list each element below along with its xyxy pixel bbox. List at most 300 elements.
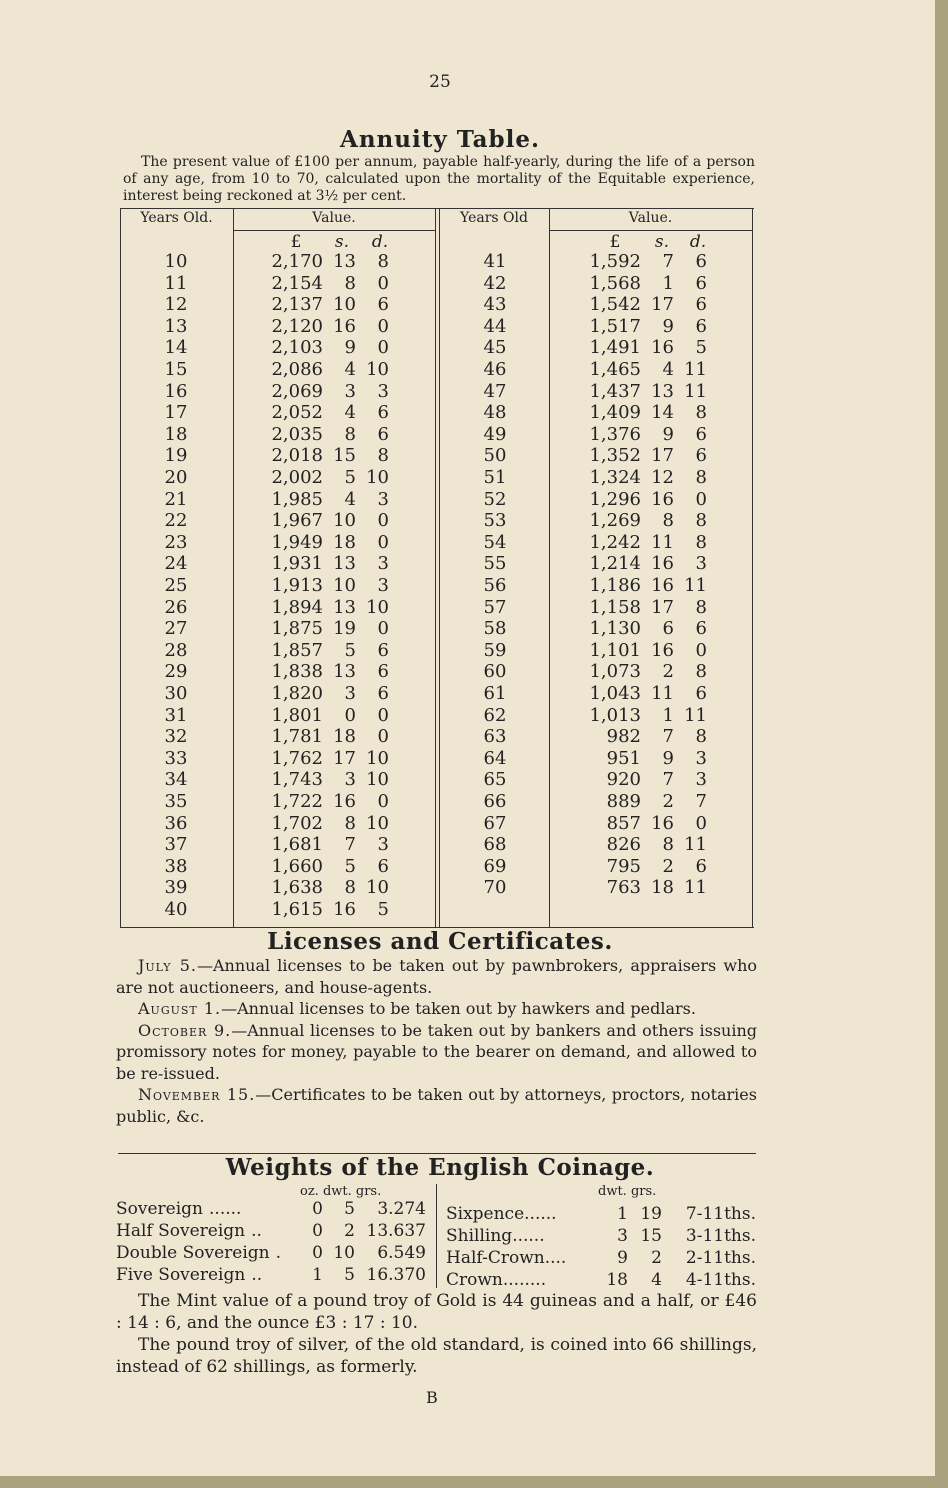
cell-pence: 3 [695, 747, 707, 769]
header-value-1: Value. [312, 210, 356, 226]
cell-pounds: 1,376 [589, 423, 641, 445]
gold-coin-row [116, 1221, 262, 1241]
coin-dwt: 2 [344, 1221, 355, 1241]
annuity-intro-text: The present value of £100 per annum, payable half-yearly, during the life of a person of any age, from 10 to 70, calculated upon the mortality of the Equitable experience, interest being reckoned at 3½ per cent. [123, 154, 755, 204]
cell-pounds: 1,296 [589, 488, 641, 510]
cell-pounds: 1,101 [589, 639, 641, 661]
cell-age: 18 [164, 423, 188, 445]
cell-pence: 8 [377, 251, 389, 272]
coin-name: Sixpence [446, 1204, 525, 1224]
table-row [0, 251, 935, 273]
cell-shillings: 3 [344, 769, 356, 791]
table-row [0, 683, 935, 705]
table-row [0, 661, 935, 683]
cell-pounds: 2,103 [271, 337, 323, 359]
header-years-old-1: Years Old. [140, 210, 213, 226]
coin-oz: 0 [312, 1221, 323, 1241]
cell-shillings: 16 [333, 791, 356, 812]
cell-pence: 6 [377, 423, 389, 445]
cell-pence: 0 [377, 704, 389, 726]
cell-shillings: 7 [344, 834, 356, 856]
cell-pounds: 1,894 [271, 596, 323, 618]
table-row [0, 877, 935, 899]
cell-shillings: 14 [651, 402, 674, 424]
cell-pence: 3 [377, 834, 389, 856]
cell-age: 28 [164, 639, 188, 661]
cell-age: 10 [164, 251, 188, 272]
cell-shillings: 5 [344, 467, 356, 488]
cell-age: 58 [483, 618, 507, 640]
cell-age: 27 [164, 618, 188, 640]
coin-frac: 4-11ths. [685, 1270, 756, 1290]
cell-age: 65 [483, 769, 507, 791]
leader-dots: .. [251, 1221, 262, 1241]
cell-pounds: 1,517 [589, 315, 641, 337]
cell-pounds: 1,592 [589, 251, 641, 272]
cell-shillings: 16 [651, 337, 674, 359]
cell-pounds: 1,491 [589, 337, 641, 359]
cell-age: 17 [164, 402, 188, 424]
table-row [0, 489, 935, 511]
leader-dots: ...... [524, 1204, 557, 1224]
cell-age: 57 [483, 596, 507, 618]
cell-pence: 10 [366, 747, 389, 769]
cell-shillings: 8 [344, 272, 356, 294]
table-row [0, 575, 935, 597]
coin-name: Sovereign [116, 1199, 204, 1219]
cell-pounds: 1,465 [589, 359, 641, 380]
cell-age: 69 [483, 855, 507, 877]
cell-shillings: 10 [333, 294, 356, 316]
cell-shillings: 13 [333, 251, 356, 272]
leader-dots: .. [251, 1265, 263, 1285]
cell-pence: 6 [695, 618, 707, 640]
cell-pence: 0 [377, 315, 389, 337]
coinage-silver-header: dwt. grs. [598, 1184, 657, 1199]
cell-shillings: 6 [662, 618, 674, 640]
cell-age: 56 [483, 575, 507, 596]
cell-pence: 8 [695, 661, 707, 683]
cell-pence: 0 [377, 337, 389, 359]
cell-pence: 0 [377, 791, 389, 812]
cell-age: 62 [483, 704, 507, 726]
cell-pence: 3 [377, 380, 389, 402]
gold-coin-row [116, 1265, 262, 1285]
coin-dwt: 3 [617, 1226, 628, 1246]
coin-frac: 3-11ths. [685, 1226, 756, 1246]
coin-oz: 0 [312, 1243, 323, 1263]
coin-frac: 7-11ths. [685, 1204, 756, 1224]
cell-pence: 10 [366, 812, 389, 834]
coin-name: Double Sovereign [116, 1243, 270, 1263]
coin-grs: 13.637 [366, 1221, 426, 1241]
cell-pounds: 1,214 [589, 553, 641, 575]
cell-shillings: 12 [651, 467, 674, 488]
cell-age: 37 [164, 834, 188, 856]
cell-pence: 0 [695, 488, 707, 510]
cell-pounds: 1,352 [589, 445, 641, 467]
leader-dots: ...... [209, 1199, 242, 1219]
cell-age: 67 [483, 812, 507, 834]
leader-dots: ...... [512, 1226, 545, 1246]
coin-dwt: 18 [606, 1270, 628, 1290]
table-row [0, 899, 935, 921]
cell-pounds: 951 [606, 747, 641, 769]
page-edge [935, 0, 948, 1488]
cell-age: 20 [164, 467, 188, 488]
cell-pounds: 1,409 [589, 402, 641, 424]
cell-pounds: 982 [606, 726, 641, 748]
cell-pence: 0 [377, 272, 389, 294]
unit-pounds-2: £ [609, 232, 621, 252]
page-number: 25 [429, 72, 451, 92]
cell-age: 32 [164, 726, 188, 748]
cell-age: 26 [164, 596, 188, 618]
cell-pence: 6 [377, 855, 389, 877]
cell-age: 52 [483, 488, 507, 510]
cell-shillings: 8 [344, 423, 356, 445]
cell-pence: 11 [684, 575, 707, 596]
cell-pounds: 1,985 [271, 488, 323, 510]
license-entry [116, 1020, 757, 1085]
silver-coin-row [446, 1248, 566, 1268]
cell-age: 22 [164, 510, 188, 532]
coin-dwt: 1 [617, 1204, 628, 1224]
table-row [0, 316, 935, 338]
coinage-title: Weights of the English Coinage. [225, 1154, 655, 1181]
cell-shillings: 4 [344, 488, 356, 510]
cell-age: 29 [164, 661, 188, 683]
cell-shillings: 8 [662, 510, 674, 532]
cell-pence: 11 [684, 834, 707, 856]
coin-grs: 16.370 [366, 1265, 426, 1285]
cell-pounds: 1,743 [271, 769, 323, 791]
coin-grs: 2 [651, 1248, 662, 1268]
cell-age: 39 [164, 877, 188, 899]
cell-pence: 6 [377, 661, 389, 683]
table-row [0, 597, 935, 619]
license-date: August 1. [138, 999, 222, 1018]
leader-dots: ........ [502, 1270, 547, 1290]
table-row [0, 402, 935, 424]
cell-shillings: 15 [333, 445, 356, 467]
cell-pence: 3 [377, 488, 389, 510]
cell-shillings: 17 [651, 445, 674, 467]
gold-coin-row [116, 1199, 241, 1219]
cell-shillings: 8 [662, 834, 674, 856]
cell-pence: 6 [377, 402, 389, 424]
cell-shillings: 8 [344, 812, 356, 834]
cell-shillings: 4 [662, 359, 674, 380]
cell-pounds: 1,043 [589, 683, 641, 704]
license-entry [116, 1084, 757, 1127]
cell-pounds: 2,035 [271, 423, 323, 445]
cell-pounds: 2,069 [271, 380, 323, 402]
cell-age: 44 [483, 315, 507, 337]
table-row [0, 294, 935, 316]
cell-pounds: 1,269 [589, 510, 641, 532]
cell-pounds: 1,615 [271, 899, 323, 920]
silver-coin-row [446, 1270, 546, 1290]
cell-age: 60 [483, 661, 507, 683]
cell-pence: 0 [695, 812, 707, 834]
cell-pounds: 2,154 [271, 272, 323, 294]
licenses-title: Licenses and Certificates. [267, 928, 613, 955]
cell-age: 38 [164, 855, 188, 877]
cell-pounds: 857 [606, 812, 641, 834]
table-row [0, 467, 935, 489]
cell-pounds: 920 [606, 769, 641, 791]
cell-pence: 3 [695, 553, 707, 575]
cell-shillings: 18 [333, 531, 356, 553]
cell-pounds: 1,801 [271, 704, 323, 726]
cell-pounds: 1,568 [589, 272, 641, 294]
silver-coin-row [446, 1226, 545, 1246]
cell-pounds: 1,324 [589, 467, 641, 488]
table-row [0, 445, 935, 467]
cell-age: 66 [483, 791, 507, 812]
cell-age: 46 [483, 359, 507, 380]
cell-pounds: 1,722 [271, 791, 323, 812]
unit-shillings-1: s. [334, 232, 350, 252]
cell-age: 63 [483, 726, 507, 748]
coin-name: Half Sovereign [116, 1221, 246, 1241]
cell-pence: 3 [377, 575, 389, 596]
cell-age: 64 [483, 747, 507, 769]
coin-name: Crown [446, 1270, 503, 1290]
cell-pounds: 1,949 [271, 531, 323, 553]
cell-shillings: 16 [651, 812, 674, 834]
gold-coin-row [116, 1243, 281, 1263]
cell-pence: 6 [377, 639, 389, 661]
license-text: —Certificates to be taken out by attorneys, proctors, notaries public, &c. [116, 1085, 757, 1126]
cell-shillings: 9 [344, 337, 356, 359]
cell-shillings: 10 [333, 575, 356, 596]
cell-pounds: 2,120 [271, 315, 323, 337]
cell-pence: 10 [366, 769, 389, 791]
cell-shillings: 18 [333, 726, 356, 748]
cell-shillings: 0 [344, 704, 356, 726]
silver-standard-note: The pound troy of silver, of the old standard, is coined into 66 shillings, instead of 62 shillings, as formerly. [116, 1335, 757, 1377]
cell-pence: 3 [695, 769, 707, 791]
table-row [0, 834, 935, 856]
cell-pence: 6 [377, 294, 389, 316]
cell-pounds: 1,437 [589, 380, 641, 402]
table-row [0, 381, 935, 403]
cell-age: 15 [164, 359, 188, 380]
cell-shillings: 7 [662, 769, 674, 791]
cell-age: 59 [483, 639, 507, 661]
coin-dwt: 9 [617, 1248, 628, 1268]
cell-shillings: 13 [333, 661, 356, 683]
cell-pence: 10 [366, 877, 389, 899]
cell-pence: 11 [684, 380, 707, 402]
cell-shillings: 5 [344, 639, 356, 661]
cell-age: 21 [164, 488, 188, 510]
cell-age: 70 [483, 877, 507, 899]
coin-frac: 2-11ths. [685, 1248, 756, 1268]
cell-pence: 10 [366, 467, 389, 488]
unit-pence-1: d. [371, 232, 389, 252]
leader-dots: . [275, 1243, 282, 1263]
cell-pounds: 1,857 [271, 639, 323, 661]
cell-pence: 6 [695, 294, 707, 316]
signature-mark: B [426, 1388, 438, 1407]
cell-pounds: 1,638 [271, 877, 323, 899]
coin-grs: 15 [640, 1226, 662, 1246]
cell-shillings: 9 [662, 423, 674, 445]
cell-pence: 6 [695, 683, 707, 704]
cell-pence: 8 [695, 596, 707, 618]
cell-shillings: 11 [651, 531, 674, 553]
unit-pence-2: d. [689, 232, 707, 252]
cell-age: 35 [164, 791, 188, 812]
cell-pounds: 826 [606, 834, 641, 856]
cell-shillings: 1 [662, 704, 674, 726]
cell-shillings: 19 [333, 618, 356, 640]
cell-pence: 11 [684, 877, 707, 899]
cell-pounds: 1,838 [271, 661, 323, 683]
cell-pounds: 2,137 [271, 294, 323, 316]
cell-pence: 0 [695, 639, 707, 661]
cell-shillings: 13 [651, 380, 674, 402]
license-entry [116, 998, 757, 1020]
cell-pence: 6 [695, 423, 707, 445]
coin-oz: 0 [312, 1199, 323, 1219]
cell-age: 11 [164, 272, 188, 294]
cell-pounds: 1,130 [589, 618, 641, 640]
cell-pounds: 2,018 [271, 445, 323, 467]
cell-age: 16 [164, 380, 188, 402]
cell-pence: 6 [377, 683, 389, 704]
table-row [0, 640, 935, 662]
cell-shillings: 16 [651, 639, 674, 661]
cell-age: 61 [483, 683, 507, 704]
cell-age: 42 [483, 272, 507, 294]
cell-pounds: 1,186 [589, 575, 641, 596]
coin-grs: 3.274 [377, 1199, 426, 1219]
license-text: —Annual licenses to be taken out by pawnbrokers, appraisers who are not auctioneers, and house-agents. [116, 956, 758, 997]
cell-pounds: 1,820 [271, 683, 323, 704]
coinage-gold-header: oz. dwt. grs. [300, 1184, 382, 1199]
cell-age: 24 [164, 553, 188, 575]
coinage-notes [116, 1290, 757, 1378]
cell-age: 25 [164, 575, 188, 596]
header-years-old-2: Years Old [460, 210, 528, 226]
unit-shillings-2: s. [654, 232, 670, 252]
cell-pence: 8 [695, 531, 707, 553]
cell-shillings: 3 [344, 380, 356, 402]
cell-pounds: 1,702 [271, 812, 323, 834]
cell-pounds: 2,052 [271, 402, 323, 424]
license-text: —Annual licenses to be taken out by bankers and others issuing promissory notes for money, payable to the bearer on demand, and allowed to be re-issued. [116, 1020, 758, 1083]
cell-shillings: 7 [662, 251, 674, 272]
cell-shillings: 17 [333, 747, 356, 769]
coin-grs: 19 [640, 1204, 662, 1224]
cell-age: 34 [164, 769, 188, 791]
cell-pounds: 1,242 [589, 531, 641, 553]
table-row [0, 510, 935, 532]
cell-shillings: 9 [662, 747, 674, 769]
cell-pence: 6 [695, 445, 707, 467]
cell-age: 40 [164, 899, 188, 920]
cell-shillings: 4 [344, 402, 356, 424]
cell-pence: 6 [695, 315, 707, 337]
cell-pounds: 1,875 [271, 618, 323, 640]
cell-pounds: 889 [606, 791, 641, 812]
cell-pounds: 1,542 [589, 294, 641, 316]
cell-pence: 0 [377, 531, 389, 553]
cell-age: 33 [164, 747, 188, 769]
coin-name: Half-Crown [446, 1248, 545, 1268]
cell-pence: 3 [377, 553, 389, 575]
cell-pence: 0 [377, 510, 389, 532]
cell-shillings: 16 [333, 315, 356, 337]
cell-age: 51 [483, 467, 507, 488]
table-row [0, 424, 935, 446]
cell-age: 55 [483, 553, 507, 575]
cell-pounds: 1,660 [271, 855, 323, 877]
cell-pounds: 1,967 [271, 510, 323, 532]
cell-pence: 8 [695, 467, 707, 488]
cell-pounds: 1,013 [589, 704, 641, 726]
leader-dots: .... [544, 1248, 567, 1268]
cell-shillings: 17 [651, 596, 674, 618]
license-date: October 9. [138, 1020, 232, 1040]
cell-pence: 11 [684, 704, 707, 726]
cell-pounds: 2,170 [271, 251, 323, 272]
license-date: November 15. [138, 1085, 256, 1104]
cell-age: 12 [164, 294, 188, 316]
cell-pence: 10 [366, 596, 389, 618]
table-row [0, 273, 935, 295]
cell-age: 31 [164, 704, 188, 726]
table-row [0, 813, 935, 835]
table-row [0, 726, 935, 748]
cell-age: 43 [483, 294, 507, 316]
annuity-intro [123, 154, 755, 205]
cell-age: 19 [164, 445, 188, 467]
coin-grs: 4 [651, 1270, 662, 1290]
cell-pounds: 1,073 [589, 661, 641, 683]
cell-shillings: 2 [662, 791, 674, 812]
cell-pounds: 1,781 [271, 726, 323, 748]
license-date: July 5. [138, 956, 197, 975]
cell-pounds: 1,762 [271, 747, 323, 769]
cell-shillings: 16 [651, 575, 674, 596]
cell-pence: 11 [684, 359, 707, 380]
cell-pounds: 1,681 [271, 834, 323, 856]
table-row [0, 705, 935, 727]
cell-pounds: 1,158 [589, 596, 641, 618]
cell-age: 14 [164, 337, 188, 359]
cell-pence: 6 [695, 251, 707, 272]
coin-grs: 6.549 [377, 1243, 426, 1263]
cell-age: 23 [164, 531, 188, 553]
coin-name: Five Sovereign [116, 1265, 246, 1285]
silver-coin-row [446, 1204, 557, 1224]
mint-value-note: The Mint value of a pound troy of Gold is 44 guineas and a half, or £46 : 14 : 6, and the ounce £3 : 17 : 10. [116, 1291, 757, 1333]
cell-pence: 0 [377, 618, 389, 640]
cell-shillings: 4 [344, 359, 356, 380]
cell-shillings: 17 [651, 294, 674, 316]
cell-pounds: 1,913 [271, 575, 323, 596]
cell-shillings: 2 [662, 855, 674, 877]
table-row [0, 791, 935, 813]
licenses-list [116, 955, 757, 1127]
cell-shillings: 16 [333, 899, 356, 920]
cell-pounds: 2,002 [271, 467, 323, 488]
